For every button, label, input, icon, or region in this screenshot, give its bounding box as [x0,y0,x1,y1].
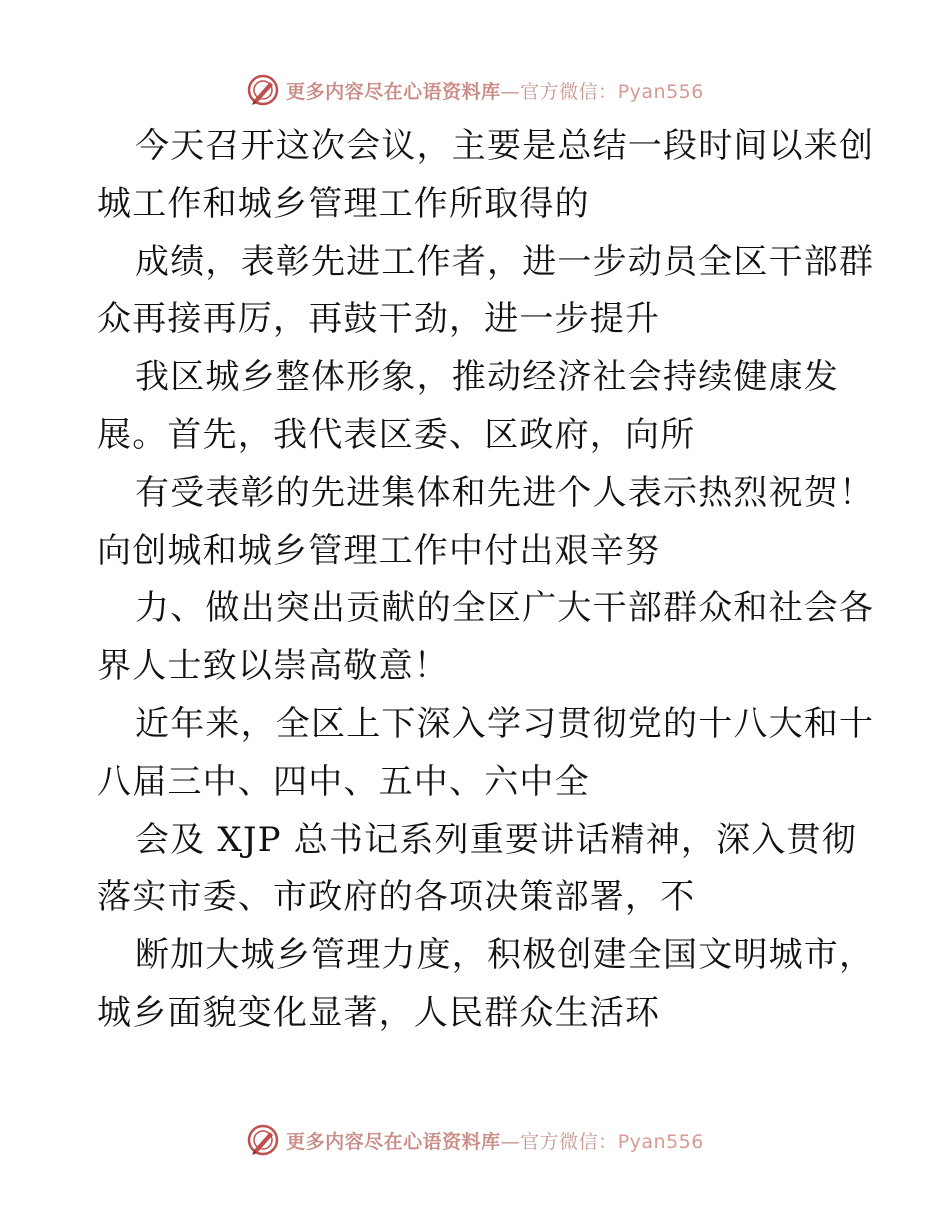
text-line: 今天召开这次会议，主要是总结一段时间以来创 [135,126,875,166]
watermark-title: 更多内容尽在心语资料库 [286,80,501,103]
text-line: 向创城和城乡管理工作中付出艰辛努 [97,530,661,571]
text-line: 会及 XJP 总书记系列重要讲话精神，深入贯彻 [135,819,857,860]
text-line: 八届三中、四中、五中、六中全 [97,761,590,802]
text-line: 城乡面貌变化显著，人民群众生活环 [97,992,661,1033]
text-line: 力、做出突出贡献的全区广大干部群众和社会各 [135,588,875,629]
text-line: 落实市委、市政府的各项决策部署，不 [97,877,696,918]
text-line: 展。首先，我代表区委、区政府，向所 [97,414,696,455]
watermark-title: 更多内容尽在心语资料库 [286,1130,501,1153]
watermark-dash: — [500,1130,521,1153]
watermark-wechat-id: Pyan556 [617,1130,704,1153]
text-line: 成绩，表彰先进工作者，进一步动员全区干部群 [135,241,875,282]
watermark-text [286,1127,704,1154]
pen-logo-icon [246,73,280,107]
watermark-wechat-label: 官方微信： [520,1130,618,1153]
text-line: 我区城乡整体形象，推动经济社会持续健康发 [135,357,839,398]
watermark-dash: — [500,80,521,103]
watermark-wechat-label: 官方微信： [520,80,618,103]
text-line: 近年来，全区上下深入学习贯彻党的十八大和十 [135,703,875,744]
watermark-text [286,77,704,104]
text-line: 众再接再厉，再鼓干劲，进一步提升 [97,299,661,340]
footer-watermark [0,1120,950,1160]
text-line: 界人士致以崇高敬意！ [97,646,449,687]
text-line: 有受表彰的先进集体和先进个人表示热烈祝贺！ [135,472,875,513]
text-line: 断加大城乡管理力度，积极创建全国文明城市， [135,935,875,976]
watermark-wechat-id: Pyan556 [617,80,704,103]
header-watermark [0,70,950,110]
document-body [97,118,875,1043]
pen-logo-icon [246,1123,280,1157]
text-line: 城工作和城乡管理工作所取得的 [97,183,590,224]
